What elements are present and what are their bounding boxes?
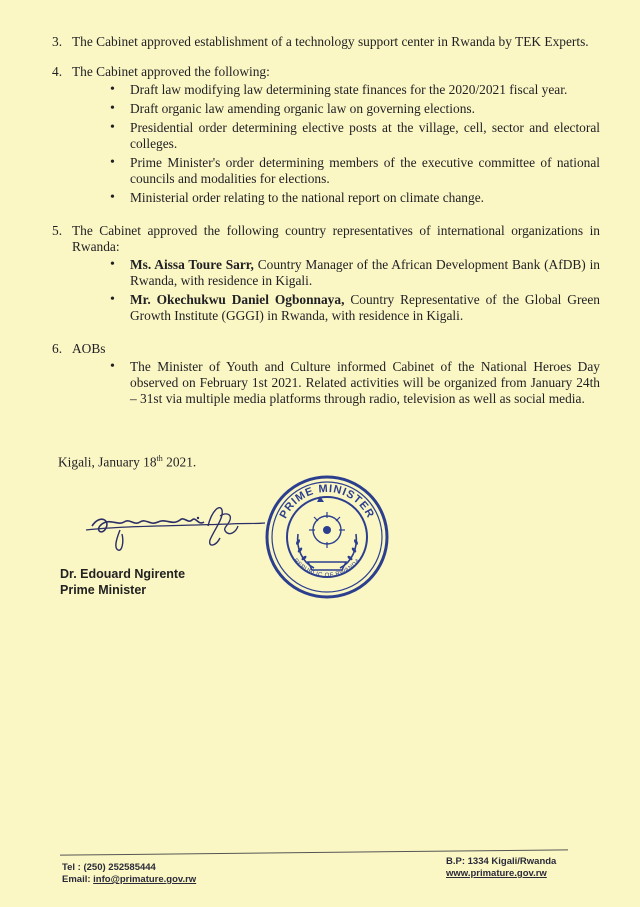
seal-bottom-text: REPUBLIC OF RWANDA [292,557,362,579]
svg-text:REPUBLIC OF RWANDA [292,558,362,579]
item-text: The Cabinet approved the following country representatives of international organizations in Rwanda: [72,223,600,254]
item-text: AOBs [72,341,106,356]
footer-tel: Tel : (250) 252585444 [62,862,156,873]
item-6 [52,341,600,410]
signer-title: Prime Minister [60,583,147,597]
list-item: • The Minister of Youth and Culture informed Cabinet of the National Heroes Day observed on February 1st 2021. Related activities will be organized from January 24th – 31st via multiple media platforms through radio, television as well as social media. [110,359,600,407]
item-3 [52,34,600,50]
item-4 [52,64,600,209]
list-item [110,292,600,324]
date-year: 2021. [162,454,197,470]
footer-email-link[interactable]: info@primature.gov.rw [93,874,197,885]
date-text: Kigali, January 18 [58,454,157,470]
item-number: 4. [52,64,63,79]
resolutions-list [52,34,600,424]
footer-address [446,856,556,880]
item-number: 3. [52,34,63,49]
list-item: • Presidential order determining elective posts at the village, cell, sector and electoral colleges. [110,120,600,152]
footer-email-label: Email: [62,874,94,885]
list-item: • Prime Minister's order determining members of the executive committee of national councils and modalities for elections. [110,155,600,187]
item-text: The Cabinet approved establishment of a technology support center in Rwanda by TEK Experts. [72,34,589,49]
seal-top-text: PRIME MINISTER [277,482,377,521]
signer-name: Dr. Edouard Ngirente [60,567,186,581]
person-description: Country Representative of the Global Green Growth Institute (GGGI) in Rwanda, with residence in Kigali. [130,292,601,323]
bullet-list [72,359,600,407]
list-item: • Ministerial order relating to the national report on climate change. [110,190,600,206]
footer-email-line [62,874,196,886]
item-text: The Cabinet approved the following: [72,64,270,79]
bullet-list [72,82,600,206]
item-5 [52,223,600,327]
list-item: • Draft law modifying law determining state finances for the 2020/2021 fiscal year. [110,82,600,98]
footer-contact [62,862,196,886]
person-name: Mr. Okechukwu Daniel Ogbonnaya, [130,292,345,307]
person-description: Country Manager of the African Development Bank (AfDB) in Rwanda, with residence in Kigali. [130,257,600,288]
footer-divider [60,849,568,855]
footer-website-link[interactable]: www.primature.gov.rw [446,868,547,879]
signer-block [60,566,185,598]
person-name: Ms. Aissa Toure Sarr, [130,257,254,272]
list-item: • Draft organic law amending organic law on governing elections. [110,101,600,117]
item-number: 5. [52,223,63,238]
signing-date [58,454,196,470]
bullet-list [72,257,600,324]
list-item [110,257,600,289]
date-ordinal: th [156,454,163,463]
footer-bp: B.P: 1334 Kigali/Rwanda [446,856,557,867]
handwritten-signature [80,496,270,566]
item-number: 6. [52,341,63,356]
prime-minister-seal-icon [262,472,392,602]
